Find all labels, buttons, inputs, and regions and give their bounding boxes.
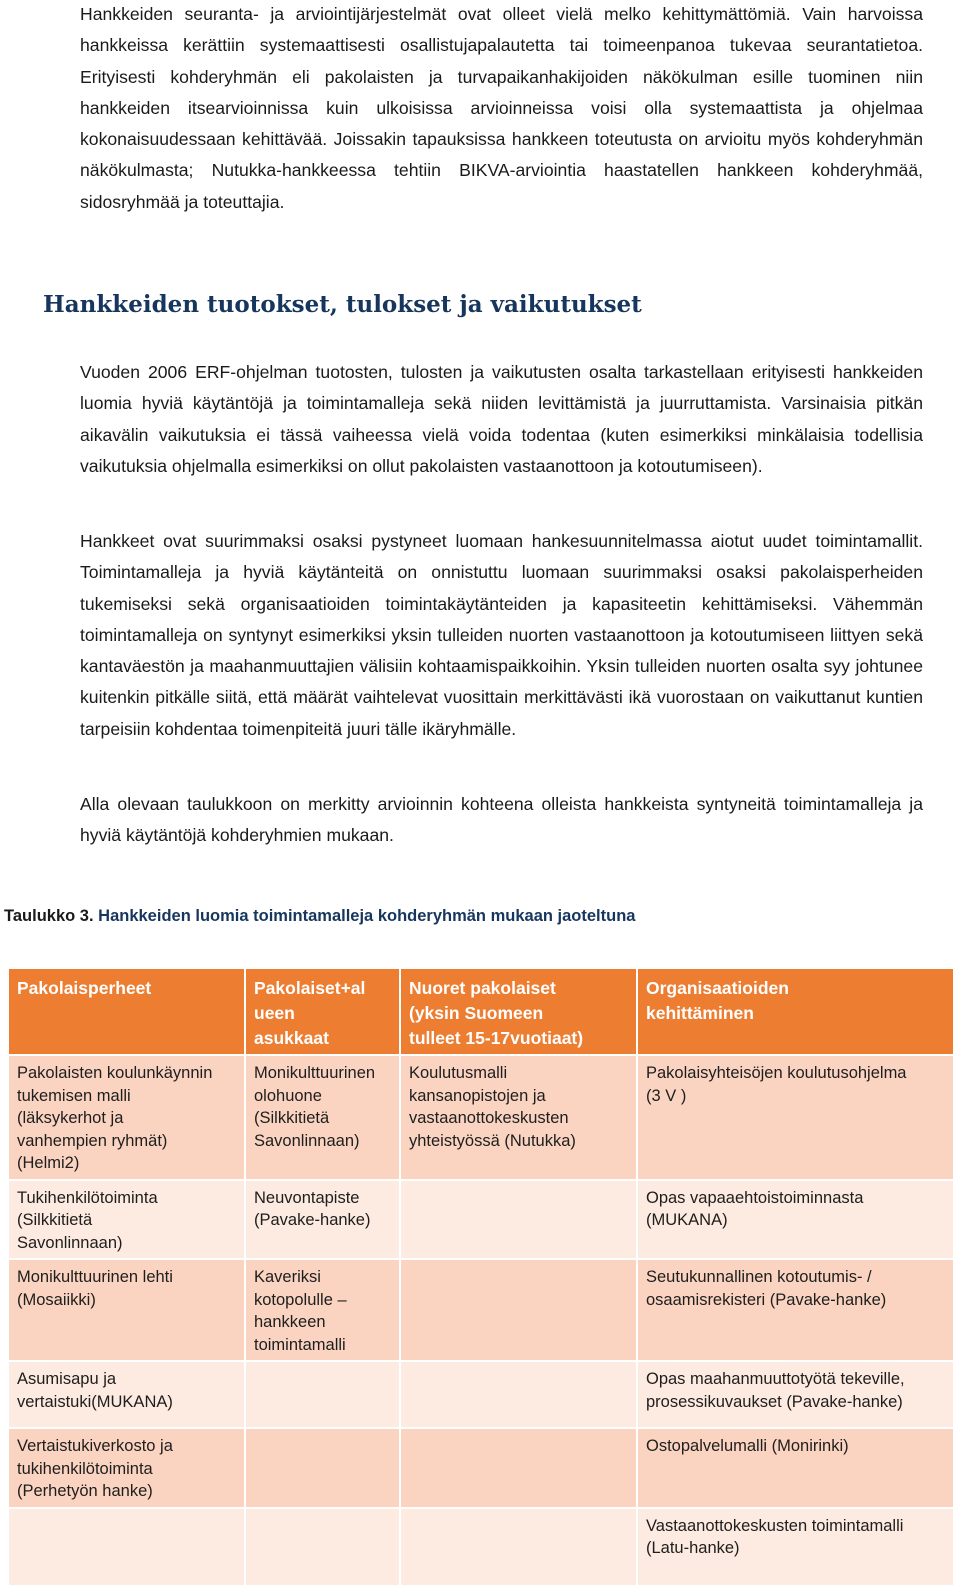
- table-caption-title: Hankkeiden luomia toimintamalleja kohderyhmän mukaan jaoteltuna: [98, 907, 636, 925]
- header-organisation-development: [638, 969, 953, 1054]
- cell-line: Savonlinnaan): [254, 1131, 360, 1150]
- paragraph-table-intro: Alla olevaan taulukkoon on merkitty arvioinnin kohteena olleista hankkeista syntyneitä toimintamalleja ja hyviä käytäntöjä kohderyhmien mukaan.: [80, 794, 923, 846]
- cell-line: (Perhetyön hanke): [17, 1482, 153, 1500]
- table-cell: [401, 1056, 636, 1179]
- table-cell-empty: [401, 1260, 636, 1360]
- paragraph-models: Hankkeet ovat suurimmaksi osaksi pystyneet luomaan hankesuunnitelmassa aiotut uudet toimintamallit. Toimintamalleja ja hyviä käytänteitä on onnistuttu luomaan suurimmaksi osaksi pakolaisperheiden tukemiseksi sekä organisaatioiden toimintakäytänteiden ja kapasiteetin kehittämiseksi. Vähemmän toimintamalleja on syntynyt esimerkiksi yksin tulleiden nuorten vastaanottoon ja kotoutumiseen liittyen sekä kantaväestön ja maahanmuuttajien välisiin kohtaamispaikkoihin. Yksin tulleiden nuorten osalta syy johtunee kuitenkin pitkälle siitä, että määrät vaihtelevat vuosittain merkittävästi ikä vuorostaan on vaikuttanut kuntien tarpeisiin kohdentaa toimenpiteitä juuri tälle ikäryhmälle.: [80, 531, 923, 739]
- table-cell: [638, 1429, 953, 1507]
- table-cell: [638, 1362, 953, 1427]
- cell-line: Savonlinnaan): [17, 1233, 123, 1252]
- table-cell: [638, 1181, 953, 1259]
- table-cell: [638, 1260, 953, 1360]
- cell-line: (Helmi2): [17, 1154, 80, 1172]
- table-caption-label: Taulukko 3.: [4, 907, 94, 925]
- table-cell-empty: [401, 1509, 636, 1585]
- table-cell-empty: [246, 1362, 399, 1427]
- cell-line: Opas vapaaehtoistoiminnasta: [646, 1188, 864, 1207]
- cell-line: (Latu-hanke): [646, 1539, 740, 1557]
- table-cell: [638, 1056, 953, 1179]
- table-caption: [4, 903, 635, 929]
- header-young-refugees: [401, 969, 636, 1054]
- table-cell: [9, 1429, 244, 1507]
- header-line: Organisaatioiden: [646, 978, 789, 998]
- table-cell: [638, 1509, 953, 1585]
- table-cell: [9, 1362, 244, 1427]
- cell-line: Seutukunnallinen kotoutumis- /: [646, 1268, 872, 1286]
- cell-line: Koulutusmalli: [409, 1064, 508, 1082]
- cell-line: (Silkkitietä: [17, 1211, 93, 1229]
- header-line: asukkaat: [254, 1028, 329, 1048]
- table-row: [9, 1509, 953, 1585]
- header-line: kehittäminen: [646, 1003, 754, 1023]
- cell-line: kotopolulle –: [254, 1290, 347, 1309]
- table-cell-empty: [9, 1509, 244, 1585]
- cell-line: Tukihenkilötoiminta: [17, 1188, 158, 1207]
- cell-line: (Pavake-hanke): [254, 1211, 371, 1229]
- cell-line: tukemisen malli: [17, 1086, 131, 1105]
- models-table: [7, 967, 955, 1587]
- table-header-row: [9, 969, 953, 1054]
- cell-line: Ostopalvelumalli (Monirinki): [646, 1437, 849, 1455]
- cell-line: vertaistuki(MUKANA): [17, 1392, 173, 1411]
- cell-line: Neuvontapiste: [254, 1188, 360, 1207]
- intro-paragraph: Hankkeiden seuranta- ja arviointijärjestelmät ovat olleet vielä melko kehittymättömiä. Vain harvoissa hankkeissa kerättiin systemaattisesti osallistujapalautetta tai toimeenpanoa tukevaa seurantatietoa. Erityisesti kohderyhmän eli pakolaisten ja turvapaikanhakijoiden näkökulman esille tuominen niin hankkeiden itsearvioinnissa kuin ulkoisissa arvioinneissa voisi olla systemaattista ja ohjelmaa kokonaisuudessaan kehittävää. Joissakin tapauksissa hankkeen toteutusta on arvioitu myös kohderyhmän näkökulmasta; Nutukka-hankkeessa tehtiin BIKVA-arviointia haastatellen hankkeen kohderyhmää, sidosryhmää ja toteuttajia.: [80, 4, 923, 212]
- section-heading: Hankkeiden tuotokset, tulokset ja vaikutukset: [43, 291, 642, 318]
- cell-line: vastaanottokeskusten: [409, 1109, 569, 1127]
- cell-line: osaamisrekisteri (Pavake-hanke): [646, 1290, 887, 1309]
- table-cell-empty: [401, 1429, 636, 1507]
- cell-line: Vertaistukiverkosto ja: [17, 1437, 173, 1455]
- table-cell-empty: [401, 1362, 636, 1427]
- table-cell-empty: [246, 1429, 399, 1507]
- table-row: [9, 1362, 953, 1427]
- cell-line: yhteistyössä (Nutukka): [409, 1131, 576, 1150]
- cell-line: olohuone: [254, 1086, 322, 1105]
- header-line: (yksin Suomeen: [409, 1003, 544, 1023]
- cell-line: prosessikuvaukset (Pavake-hanke): [646, 1392, 903, 1411]
- header-line: Nuoret pakolaiset: [409, 978, 556, 998]
- cell-line: Monikulttuurinen: [254, 1064, 376, 1082]
- header-refugees-and-residents: [246, 969, 399, 1054]
- header-line: Pakolaisperheet: [17, 978, 152, 998]
- cell-line: hankkeen: [254, 1313, 326, 1331]
- cell-line: Opas maahanmuuttotyötä tekeville,: [646, 1370, 905, 1388]
- cell-line: (Mosaiikki): [17, 1290, 96, 1309]
- cell-line: (MUKANA): [646, 1211, 728, 1229]
- table-cell: [9, 1260, 244, 1360]
- table-cell: [246, 1181, 399, 1259]
- cell-line: Kaveriksi: [254, 1268, 321, 1286]
- table-row: [9, 1260, 953, 1360]
- table-cell: [246, 1056, 399, 1179]
- cell-line: tukihenkilötoiminta: [17, 1459, 153, 1478]
- header-line: ueen: [254, 1003, 295, 1023]
- cell-line: Pakolaisyhteisöjen koulutusohjelma: [646, 1064, 907, 1082]
- table-cell-empty: [246, 1509, 399, 1585]
- cell-line: Asumisapu ja: [17, 1370, 117, 1388]
- header-line: Pakolaiset+al: [254, 978, 366, 998]
- cell-line: kansanopistojen ja: [409, 1086, 546, 1105]
- header-line: tulleet 15-17vuotiaat): [409, 1028, 584, 1048]
- cell-line: Monikulttuurinen lehti: [17, 1268, 173, 1286]
- cell-line: (3 V ): [646, 1086, 687, 1105]
- cell-line: (läksykerhot ja: [17, 1109, 124, 1127]
- table-cell-empty: [401, 1181, 636, 1259]
- cell-line: (Silkkitietä: [254, 1109, 330, 1127]
- header-refugee-families: [9, 969, 244, 1054]
- cell-line: Pakolaisten koulunkäynnin: [17, 1064, 213, 1082]
- table-cell: [9, 1181, 244, 1259]
- table-row: [9, 1181, 953, 1259]
- cell-line: toimintamalli: [254, 1335, 346, 1354]
- table-row: [9, 1429, 953, 1507]
- table-cell: [9, 1056, 244, 1179]
- table-cell: [246, 1260, 399, 1360]
- cell-line: Vastaanottokeskusten toimintamalli: [646, 1516, 904, 1535]
- cell-line: vanhempien ryhmät): [17, 1131, 168, 1150]
- table-row: [9, 1056, 953, 1179]
- paragraph-outputs: Vuoden 2006 ERF-ohjelman tuotosten, tulosten ja vaikutusten osalta tarkastellaan erityisesti hankkeiden luomia hyviä käytäntöjä ja toimintamalleja sekä niiden levittämistä ja juurruttamista. Varsinaisia pitkän aikavälin vaikutuksia ei tässä vaiheessa vielä voida todentaa (kuten esimerkiksi minkälaisia todellisia vaikutuksia ohjelmalla esimerkiksi on ollut pakolaisten vastaanottoon ja kotoutumiseen).: [80, 362, 923, 476]
